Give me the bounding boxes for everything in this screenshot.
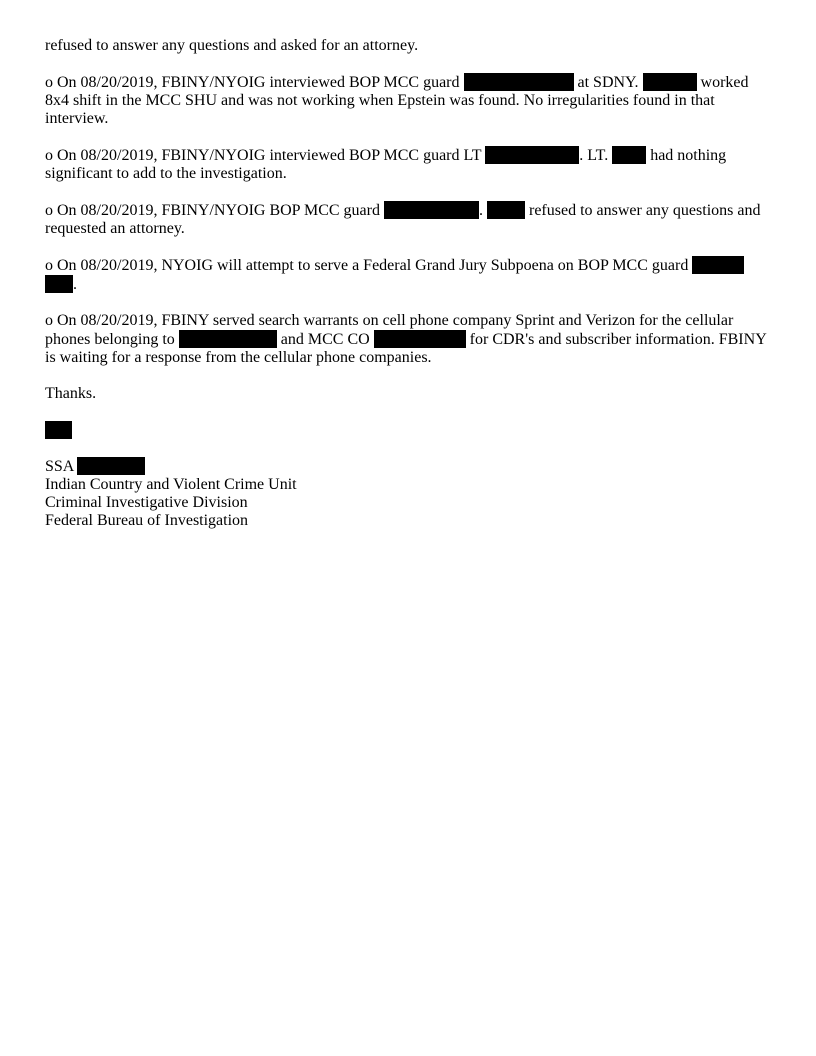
redaction-block [45,421,72,439]
redaction-block [374,330,466,348]
redaction-block [487,201,525,219]
redaction-block [384,201,479,219]
email-body [45,37,773,530]
paragraph-text: . LT. [579,147,613,164]
signature-initials-redaction [45,421,773,439]
redaction-block [643,73,697,91]
redaction-block [692,256,744,274]
paragraph-text: at SDNY. [573,74,643,91]
signature-block [45,457,773,530]
signature-unit: Indian Country and Violent Crime Unit [45,476,297,493]
paragraph-text: for CDR's and subscriber information. FBINY is waiting for a response from the cellular phone companies. [45,331,767,366]
paragraph-text: o On 08/20/2019, FBINY served search warrants on cell phone company Sprint and Verizon for the cellular phones belonging to [45,312,734,348]
bullet-paragraph [45,201,773,238]
redaction-block [612,146,646,164]
paragraph-text: o On 08/20/2019, FBINY/NYOIG interviewed BOP MCC guard [45,74,464,91]
paragraph-text: worked 8x4 shift in the MCC SHU and was not working when Epstein was found. No irregularities found in that interview. [45,74,749,127]
bullet-paragraph [45,312,773,367]
redaction-block [179,330,277,348]
bullet-paragraph [45,73,773,128]
bullet-paragraph [45,256,773,294]
closing-thanks: Thanks. [45,385,97,402]
redaction-block [77,457,145,475]
paragraph-text: refused to answer any questions and asked for an attorney. [45,37,419,54]
redaction-block [485,146,579,164]
signature-title-line [45,457,773,476]
paragraph-text: o On 08/20/2019, FBINY/NYOIG interviewed BOP MCC guard LT [45,147,486,164]
redaction-block [45,275,73,293]
signature-division: Criminal Investigative Division [45,494,248,511]
paragraph-text: refused to answer any questions and requested an attorney. [45,202,761,237]
paragraph-text: o On 08/20/2019, NYOIG will attempt to serve a Federal Grand Jury Subpoena on BOP MCC guard [45,257,693,274]
signature-title: SSA [45,458,74,475]
paragraph-text: had nothing significant to add to the investigation. [45,147,727,182]
paragraph-continuation [45,37,773,55]
paragraph-text: . [478,202,487,219]
signature-agency: Federal Bureau of Investigation [45,512,249,529]
bullet-paragraph [45,146,773,183]
redaction-block [464,73,574,91]
paragraph-text: o On 08/20/2019, FBINY/NYOIG BOP MCC guard [45,202,384,219]
paragraph-text: . [73,276,77,293]
paragraph-text: and MCC CO [276,331,374,348]
